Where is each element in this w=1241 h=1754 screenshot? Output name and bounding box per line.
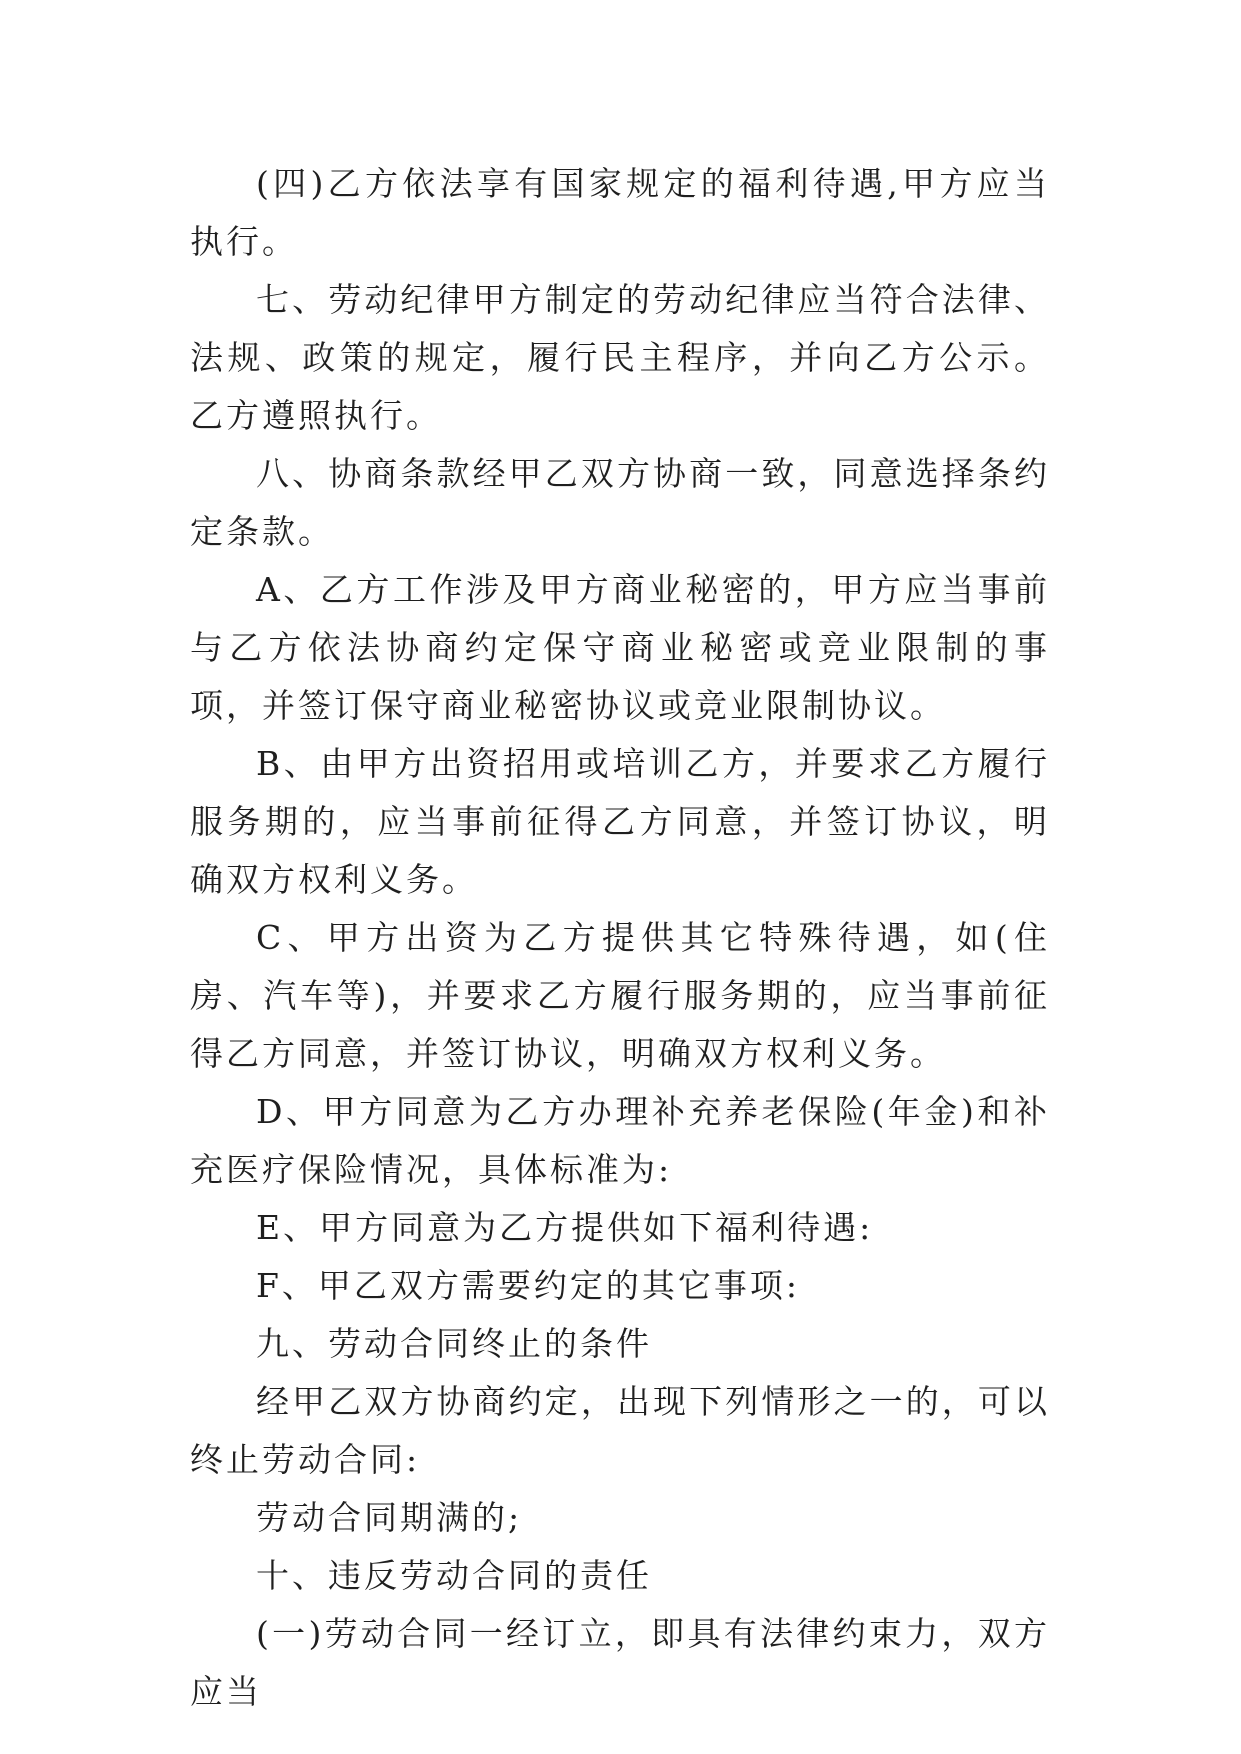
paragraph-clause-e: E、甲方同意为乙方提供如下福利待遇: bbox=[256, 1208, 874, 1247]
paragraph-clause-f: F、甲乙双方需要约定的其它事项: bbox=[256, 1266, 801, 1305]
paragraph-welfare: (四)乙方依法享有国家规定的福利待遇,甲方应当执行。 bbox=[190, 164, 1050, 261]
document-body bbox=[190, 155, 1050, 1721]
paragraph-clause-d: D、甲方同意为乙方办理补充养老保险(年金)和补充医疗保险情况，具体标准为: bbox=[190, 1092, 1050, 1189]
paragraph-termination-heading: 九、劳动合同终止的条件 bbox=[256, 1324, 652, 1363]
paragraph-binding-force: (一)劳动合同一经订立，即具有法律约束力，双方应当 bbox=[190, 1614, 1050, 1711]
paragraph-termination-conditions: 经甲乙双方协商约定，出现下列情形之一的，可以终止劳动合同: bbox=[190, 1382, 1050, 1479]
paragraph-contract-expiry: 劳动合同期满的; bbox=[256, 1498, 523, 1537]
paragraph-clause-c: C、甲方出资为乙方提供其它特殊待遇，如(住房、汽车等)，并要求乙方履行服务期的，应当事前征得乙方同意，并签订协议，明确双方权利义务。 bbox=[190, 918, 1050, 1073]
paragraph-negotiated-terms: 八、协商条款经甲乙双方协商一致，同意选择条约定条款。 bbox=[190, 454, 1050, 551]
paragraph-clause-a: A、乙方工作涉及甲方商业秘密的，甲方应当事前与乙方依法协商约定保守商业秘密或竞业限制的事项，并签订保守商业秘密协议或竞业限制协议。 bbox=[190, 570, 1050, 725]
paragraph-clause-b: B、由甲方出资招用或培训乙方，并要求乙方履行服务期的，应当事前征得乙方同意，并签订协议，明确双方权利义务。 bbox=[190, 744, 1050, 899]
paragraph-labor-discipline: 七、劳动纪律甲方制定的劳动纪律应当符合法律、法规、政策的规定，履行民主程序，并向乙方公示。乙方遵照执行。 bbox=[190, 280, 1050, 435]
paragraph-breach-heading: 十、违反劳动合同的责任 bbox=[256, 1556, 652, 1595]
